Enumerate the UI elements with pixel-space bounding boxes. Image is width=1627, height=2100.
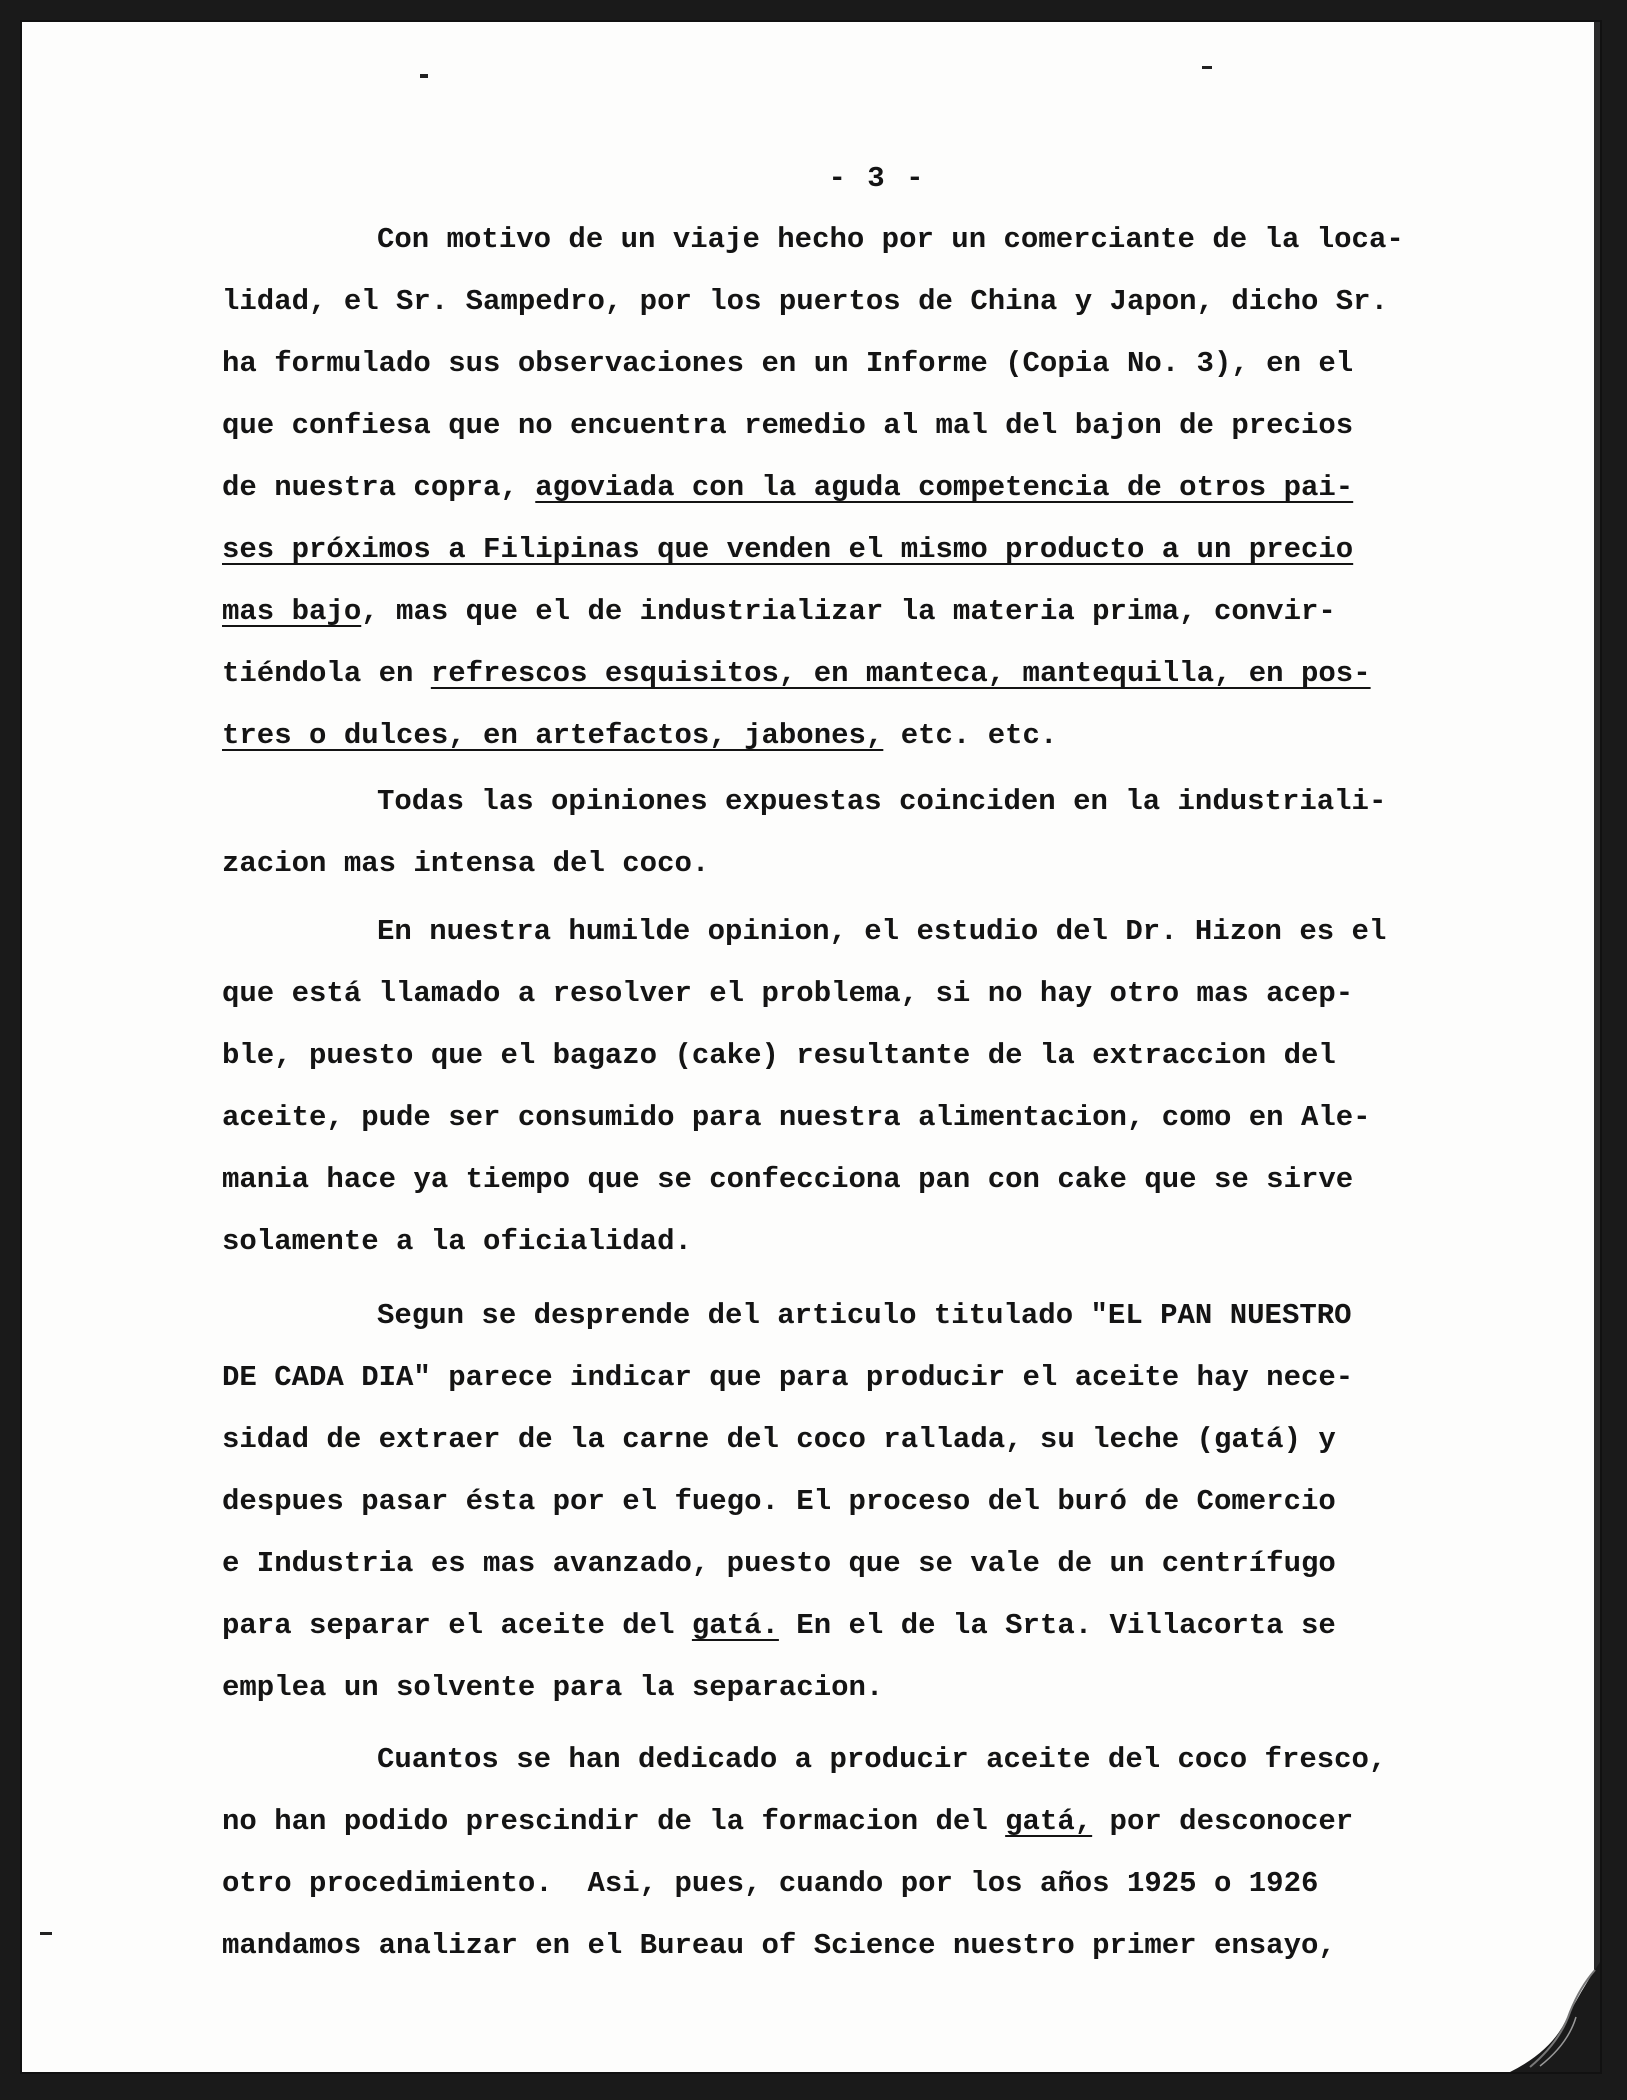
- text-line: [222, 1791, 1482, 1853]
- text-line: [222, 1657, 1482, 1719]
- text-line: [222, 1149, 1482, 1211]
- text-line: [222, 1471, 1482, 1533]
- line-text: Todas las opiniones expuestas coinciden en la industriali-: [377, 785, 1387, 818]
- text-line: [222, 1533, 1482, 1595]
- text-line: [222, 519, 1482, 581]
- line-text: mania hace ya tiempo que se confecciona pan con cake que se sirve: [222, 1163, 1354, 1196]
- underlined-text: refrescos esquisitos, en manteca, mantequilla, en pos-: [430, 657, 1371, 690]
- underlined-text: agoviada con la aguda competencia de otros pai-: [535, 471, 1354, 504]
- page-curl: [1510, 1962, 1600, 2072]
- line-text: lidad, el Sr. Sampedro, por los puertos de China y Japon, dicho Sr.: [222, 285, 1388, 318]
- speck: [1202, 66, 1212, 69]
- document-body: [222, 162, 1482, 1977]
- line-text: despues pasar ésta por el fuego. El proceso del buró de Comercio: [222, 1485, 1336, 1518]
- text-line: [222, 1729, 1482, 1791]
- line-text: de nuestra copra,: [222, 471, 536, 504]
- text-line: [222, 1409, 1482, 1471]
- text-line: [222, 1285, 1482, 1347]
- text-line: [222, 1347, 1482, 1409]
- line-text: , mas que el de industrializar la materia prima, convir-: [361, 595, 1336, 628]
- line-text: solamente a la oficialidad.: [222, 1225, 692, 1258]
- line-text: Cuantos se han dedicado a producir aceite del coco fresco,: [377, 1743, 1387, 1776]
- text-line: [222, 901, 1482, 963]
- speck: [40, 1932, 52, 1935]
- underlined-text: tres o dulces, en artefactos, jabones,: [222, 719, 884, 752]
- line-text: mandamos analizar en el Bureau of Science nuestro primer ensayo,: [222, 1929, 1336, 1962]
- line-text: tiéndola en: [222, 657, 431, 690]
- line-text: para separar el aceite del: [222, 1609, 692, 1642]
- line-text: ha formulado sus observaciones en un Informe (Copia No. 3), en el: [222, 347, 1354, 380]
- text-line: [222, 643, 1482, 705]
- text-lines: [222, 209, 1482, 1977]
- line-text: zacion mas intensa del coco.: [222, 847, 710, 880]
- line-text: En el de la Srta. Villacorta se: [778, 1609, 1336, 1642]
- page-edge: [1594, 22, 1600, 2072]
- text-line: [222, 1025, 1482, 1087]
- page-number: - 3 -: [828, 162, 926, 195]
- text-line: [222, 581, 1482, 643]
- line-text: que confiesa que no encuentra remedio al mal del bajon de precios: [222, 409, 1354, 442]
- line-text: etc. etc.: [883, 719, 1058, 752]
- underlined-text: mas bajo: [222, 595, 362, 628]
- line-text: DE CADA DIA" parece indicar que para producir el aceite hay nece-: [222, 1361, 1354, 1394]
- text-line: [222, 457, 1482, 519]
- line-text: e Industria es mas avanzado, puesto que se vale de un centrífugo: [222, 1547, 1336, 1580]
- text-line: [222, 1853, 1482, 1915]
- line-text: emplea un solvente para la separacion.: [222, 1671, 884, 1704]
- line-text: otro procedimiento. Asi, pues, cuando por los años 1925 o 1926: [222, 1867, 1319, 1900]
- line-text: aceite, pude ser consumido para nuestra alimentacion, como en Ale-: [222, 1101, 1371, 1134]
- text-line: [222, 395, 1482, 457]
- text-line: [222, 833, 1482, 895]
- text-line: [222, 963, 1482, 1025]
- underlined-text: gatá,: [1005, 1805, 1093, 1838]
- line-text: que está llamado a resolver el problema, si no hay otro mas acep-: [222, 977, 1354, 1010]
- document-page: [22, 22, 1600, 2072]
- line-text: por desconocer: [1092, 1805, 1354, 1838]
- line-text: Con motivo de un viaje hecho por un comerciante de la loca-: [377, 223, 1404, 256]
- line-text: Segun se desprende del articulo titulado "EL PAN NUESTRO: [377, 1299, 1352, 1332]
- text-line: [222, 1915, 1482, 1977]
- line-text: no han podido prescindir de la formacion del: [222, 1805, 1006, 1838]
- text-line: [222, 271, 1482, 333]
- text-line: [222, 1211, 1482, 1273]
- text-line: [222, 1595, 1482, 1657]
- speck: [420, 74, 428, 78]
- underlined-text: ses próximos a Filipinas que venden el mismo producto a un precio: [222, 533, 1354, 566]
- text-line: [222, 333, 1482, 395]
- text-line: [222, 771, 1482, 833]
- underlined-text: gatá.: [691, 1609, 779, 1642]
- line-text: En nuestra humilde opinion, el estudio del Dr. Hizon es el: [377, 915, 1387, 948]
- line-text: sidad de extraer de la carne del coco rallada, su leche (gatá) y: [222, 1423, 1336, 1456]
- text-line: [222, 705, 1482, 767]
- text-line: [222, 209, 1482, 271]
- line-text: ble, puesto que el bagazo (cake) resultante de la extraccion del: [222, 1039, 1336, 1072]
- text-line: [222, 1087, 1482, 1149]
